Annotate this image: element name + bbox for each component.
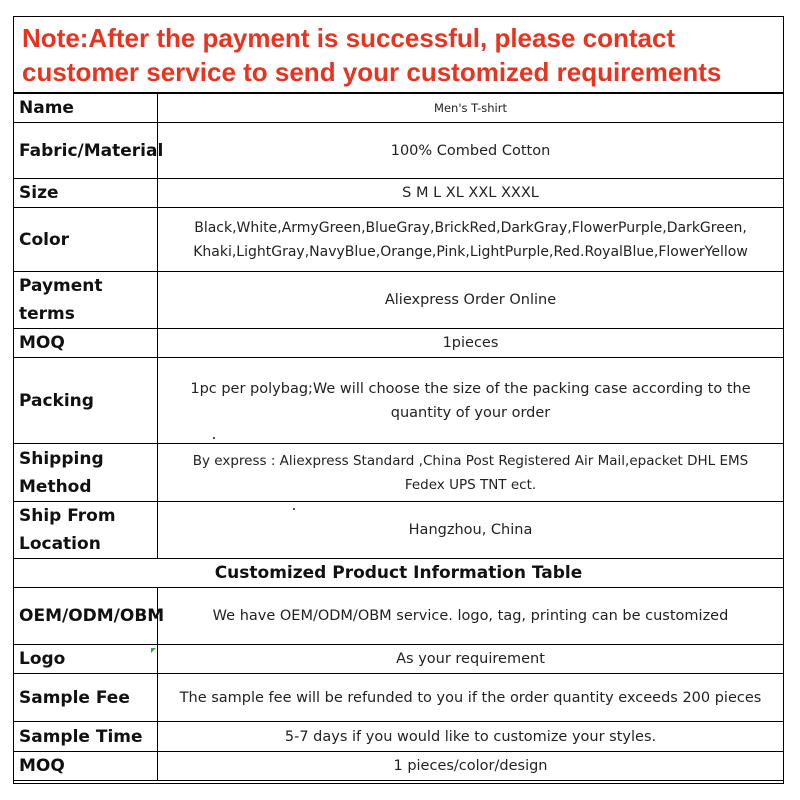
row-value-line: Black,White,ArmyGreen,BlueGray,BrickRed,DarkGray,FlowerPurple,DarkGreen, (194, 219, 747, 236)
payment-note (14, 17, 784, 93)
stray-dot (213, 437, 215, 439)
row-value-line: 100% Combed Cotton (390, 142, 551, 159)
table-row (14, 502, 784, 559)
row-label: Packing (14, 358, 158, 444)
row-value (158, 444, 784, 502)
row-value-line: 1pieces (442, 335, 499, 351)
table-row (14, 272, 784, 329)
row-value (158, 502, 784, 559)
table-row (14, 358, 784, 444)
row-value-line: As your requirement (396, 651, 545, 667)
row-label: Sample Fee (14, 674, 158, 722)
payment-note-line-2: customer service to send your customized requirements (22, 57, 722, 87)
row-label: Fabric/Material (14, 123, 158, 179)
row-value (158, 588, 784, 645)
row-label: Payment terms (14, 272, 158, 329)
row-label: Ship From Location (14, 502, 158, 559)
table-row (14, 645, 784, 674)
product-spec-table (13, 93, 784, 781)
row-label: Color (14, 208, 158, 272)
table-row (14, 123, 784, 179)
row-value (158, 358, 784, 444)
payment-note-line-1: Note:After the payment is successful, please contact (22, 23, 676, 53)
row-value (158, 645, 784, 674)
row-label: MOQ (14, 329, 158, 358)
row-value (158, 752, 784, 781)
row-value (158, 272, 784, 329)
row-label: Logo (14, 645, 158, 674)
table-row (14, 179, 784, 208)
row-value-line: S M L XL XXL XXXL (402, 185, 539, 201)
table-row (14, 752, 784, 781)
row-value-line: quantity of your order (390, 404, 551, 421)
row-value-line: Fedex UPS TNT ect. (404, 476, 537, 493)
row-label: MOQ (14, 752, 158, 781)
cell-corner-mark (151, 648, 156, 653)
row-label: OEM/ODM/OBM (14, 588, 158, 645)
section-title: Customized Product Information Table (14, 559, 784, 588)
row-label: Size (14, 179, 158, 208)
row-value (158, 208, 784, 272)
row-value (158, 722, 784, 752)
table-row (14, 208, 784, 272)
table-row (14, 94, 784, 123)
row-value (158, 674, 784, 722)
row-value (158, 94, 784, 123)
row-label: Sample Time (14, 722, 158, 752)
row-value-line: 1pc per polybag;We will choose the size of the packing case according to the (190, 380, 751, 397)
table-row (14, 588, 784, 645)
row-value-line: The sample fee will be refunded to you if the order quantity exceeds 200 pieces (179, 689, 762, 706)
row-value-line: We have OEM/ODM/OBM service. logo, tag, printing can be customized (212, 608, 729, 624)
stray-dot (293, 508, 295, 510)
table-row (14, 444, 784, 502)
row-value-line: Aliexpress Order Online (384, 292, 557, 308)
row-value-line: 1 pieces/color/design (393, 758, 548, 774)
row-value-line: By express : Aliexpress Standard ,China Post Registered Air Mail,epacket DHL EMS (192, 452, 749, 469)
row-value-line: Hangzhou, China (408, 522, 533, 538)
row-label: Shipping Method (14, 444, 158, 502)
row-value-line: 5-7 days if you would like to customize your styles. (284, 728, 657, 745)
row-value (158, 179, 784, 208)
row-label: Name (14, 94, 158, 123)
section-header-row (14, 559, 784, 588)
row-value-line: Men's T-shirt (434, 101, 507, 115)
row-value (158, 123, 784, 179)
table-row (14, 329, 784, 358)
row-value (158, 329, 784, 358)
table-row (14, 722, 784, 752)
row-value-line: Khaki,LightGray,NavyBlue,Orange,Pink,LightPurple,Red.RoyalBlue,FlowerYellow (193, 243, 748, 260)
table-row (14, 674, 784, 722)
